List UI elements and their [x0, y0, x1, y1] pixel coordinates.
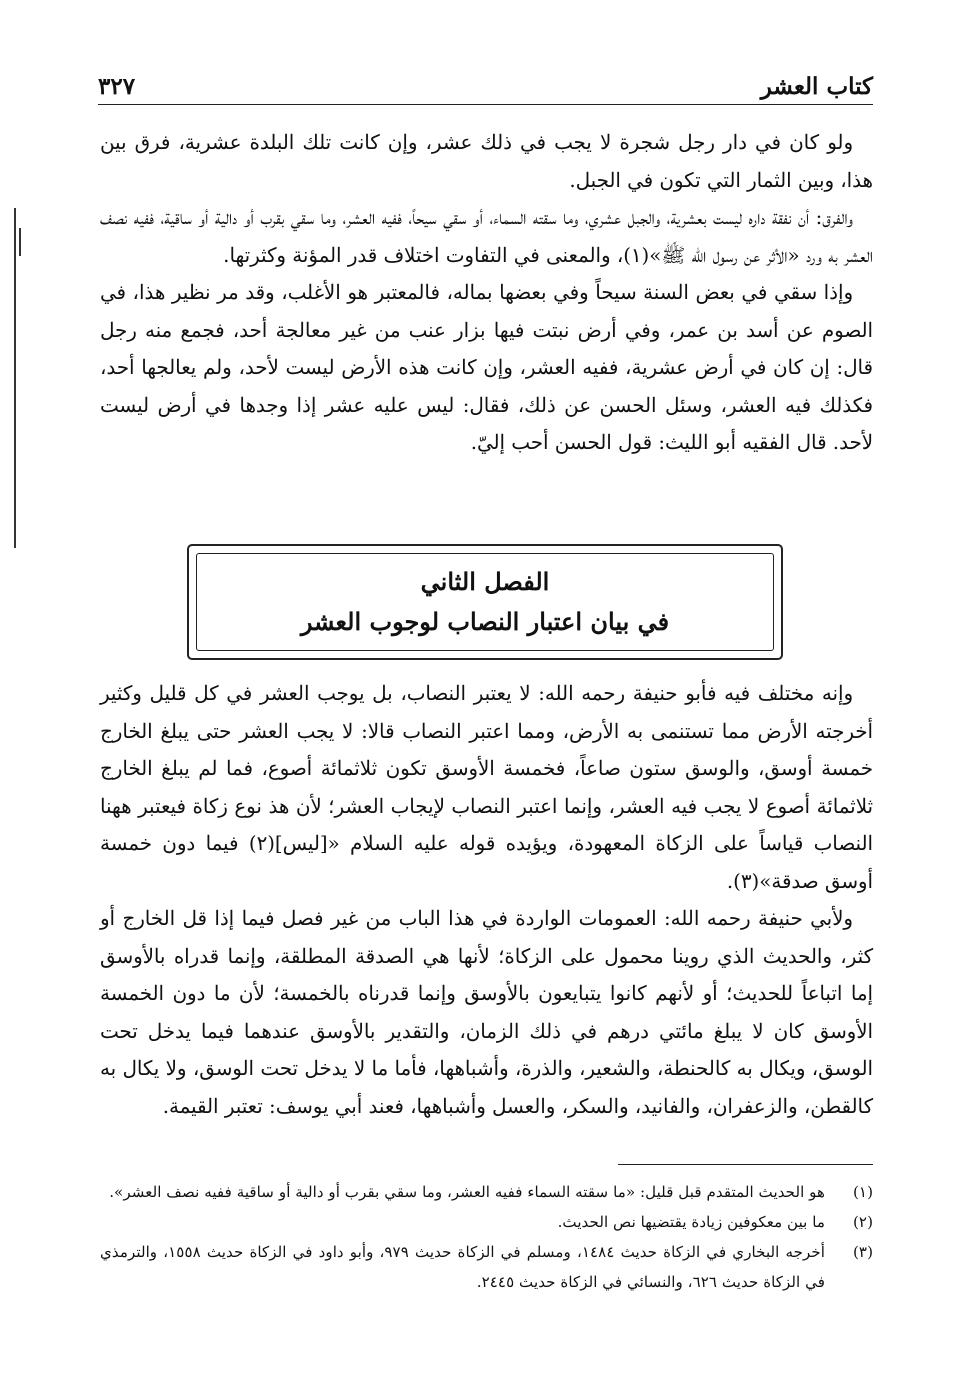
page-number: ٣٢٧	[98, 73, 136, 100]
text-block-top	[100, 124, 873, 462]
chapter-subtitle: في بيان اعتبار النصاب لوجوب العشر	[300, 607, 670, 636]
footnote-text: ما بين معكوفين زيادة يقتضيها نص الحديث.	[557, 1213, 825, 1231]
header-rule	[98, 104, 873, 105]
paragraph: وإنه مختلف فيه فأبو حنيفة رحمه الله: لا يعتبر النصاب، بل يوجب العشر في كل قليل وكثير أخرجته الأرض مما تستنمى به الأرض، ومما اعتبر النصاب قالا: لا يجب العشر حتى يبلغ الخارج خمسة أوسق، والوسق ستون صاعاً، فخمسة الأوسق تكون ثلاثمائة أصوع، فما لم يبلغ الخارج ثلاثمائة أصوع لا يجب فيه العشر، وإنما اعتبر النصاب لإيجاب العشر؛ لأن هذ نوع زكاة فيعتبر ههنا النصاب قياساً على الزكاة المعهودة، ويؤيده قوله عليه السلام «[ليس](٢) فيما دون خمسة أوسق صدقة»(٣).	[100, 682, 873, 893]
footnotes	[100, 1177, 873, 1297]
chapter-heading-inner-frame	[196, 553, 774, 651]
chapter-heading-frame	[187, 544, 783, 660]
paragraph: ولأبي حنيفة رحمه الله: العمومات الواردة في هذا الباب من غير فصل فيما إذا قل الخارج أو كثر، والحديث الذي روينا محمول على الزكاة؛ لأنها هي الصدقة المطلقة، وإنما قدراه بالأوسق إما اتباعاً للحديث؛ أو لأنهم كانوا يتبايعون بالأوسق وإنما قدرناه بالخمسة؛ لأن ما دون الخمسة الأوسق كان لا يبلغ مائتي درهم في ذلك الزمان، والتقدير بالأوسق عندهما فيما يدخل تحت الوسق، ويكال به كالحنطة، والشعير، والذرة، وأشباهها، فأما ما لا يدخل تحت الوسق، ولا يكال به كالقطن، والزعفران، والفانيد، والسكر، والعسل وأشباهها، فعند أبي يوسف: تعتبر القيمة.	[100, 907, 873, 1118]
paragraph: ولو كان في دار رجل شجرة لا يجب في ذلك عشر، وإن كانت تلك البلدة عشرية، فرق بين هذا، وبين الثمار التي تكون في الجبل.	[100, 131, 873, 192]
scan-margin-mark	[14, 208, 16, 548]
paragraph: والفرق: أن نفقة داره ليست بعشرية، والجبل عشري، وما سقته السماء، أو سقي سيحاً، ففيه العشر، وما سقي بقرب أو دالية أو ساقية، ففيه نصف العشر به ورد «الأثر عن رسول الله ﷺ»(١)، والمعنى في التفاوت اختلاف قدر المؤنة وكثرتها.	[100, 206, 873, 267]
footnote-separator	[618, 1164, 873, 1165]
footnote-number: (٣)	[852, 1243, 873, 1261]
footnote-number: (١)	[852, 1183, 873, 1201]
page-header	[98, 60, 873, 100]
paragraph: وإذا سقي في بعض السنة سيحاً وفي بعضها بماله، فالمعتبر هو الأغلب، وقد مر نظير هذا، في الصوم عن أسد بن عمر، وفي أرض نبتت فيها بزار عنب من غير معالجة أحد، فجمع منه رجل قال: إن كان في أرض عشرية، ففيه العشر، وإن كانت هذه الأرض ليست لأحد، ولم يعالجها أحد، فكذلك فيه العشر، وسئل الحسن عن ذلك، فقال: ليس عليه عشر إذا وجدها في أرض ليست لأحد. قال الفقيه أبو الليث: قول الحسن أحب إليّ.	[100, 281, 873, 454]
footnote-text: أخرجه البخاري في الزكاة حديث ١٤٨٤، ومسلم في الزكاة حديث ٩٧٩، وأبو داود في الزكاة حديث ١٥٥٨، والترمذي في الزكاة حديث ٦٢٦، والنسائي في الزكاة حديث ٢٤٤٥.	[100, 1243, 825, 1291]
footnote	[100, 1237, 873, 1297]
chapter-title: الفصل الثاني	[420, 567, 550, 596]
footnote	[100, 1207, 873, 1237]
running-title: كتاب العشر	[760, 73, 873, 100]
scan-margin-mark	[19, 228, 21, 256]
text-block-bottom	[100, 675, 873, 1125]
footnote-text: هو الحديث المتقدم قبل قليل: «ما سقته السماء ففيه العشر، وما سقي بقرب أو دالية أو ساقية ففيه نصف العشر».	[109, 1183, 825, 1201]
footnote	[100, 1177, 873, 1207]
footnote-number: (٢)	[852, 1213, 873, 1231]
